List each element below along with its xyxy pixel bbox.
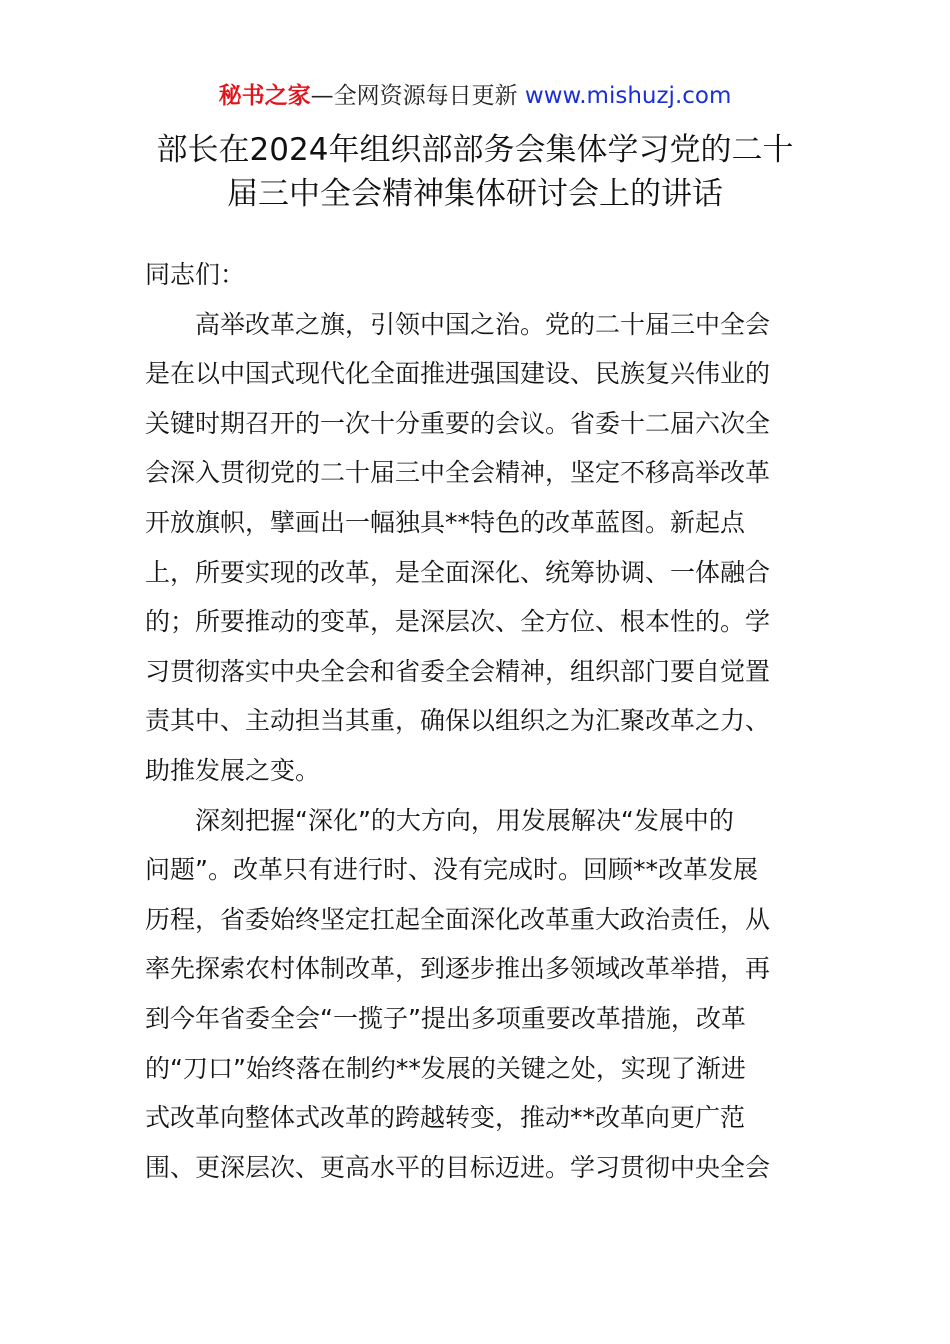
document-body — [145, 250, 815, 1192]
site-url-link[interactable]: www.mishuzj.com — [524, 83, 732, 109]
paragraph-1-line: 关键时期召开的一次十分重要的会议。省委十二届六次全 — [145, 408, 771, 438]
site-header — [0, 80, 950, 112]
paragraph-2-line: 深刻把握“深化”的大方向，用发展解决“发展中的 — [195, 805, 734, 835]
paragraph-2-line: 历程，省委始终坚定扛起全面深化改革重大政治责任，从 — [145, 904, 771, 934]
site-brand: 秘书之家 — [218, 83, 311, 109]
document-title — [100, 128, 850, 216]
paragraph-1-line: 高举改革之旗，引领中国之治。党的二十届三中全会 — [195, 309, 771, 339]
site-tagline: —全网资源每日更新 — [310, 83, 525, 109]
paragraph-1-line: 助推发展之变。 — [145, 755, 321, 785]
paragraph-1-line: 开放旗帜，擘画出一幅独具**特色的改革蓝图。新起点 — [145, 507, 746, 537]
paragraph-1-line: 上，所要实现的改革，是全面深化、统筹协调、一体融合 — [145, 557, 771, 587]
paragraph-2-line: 的“刀口”始终落在制约**发展的关键之处，实现了渐进 — [145, 1053, 746, 1083]
title-line-2: 届三中全会精神集体研讨会上的讲话 — [227, 176, 723, 212]
paragraph-2-line: 围、更深层次、更高水平的目标迈进。学习贯彻中央全会 — [145, 1152, 771, 1182]
salutation: 同志们： — [145, 260, 246, 289]
paragraph-1-line: 的；所要推动的变革，是深层次、全方位、根本性的。学 — [145, 607, 771, 637]
paragraph-2-line: 到今年省委全会“一揽子”提出多项重要改革措施，改革 — [145, 1003, 746, 1033]
title-line-1: 部长在2024年组织部部务会集体学习党的二十 — [156, 132, 794, 168]
paragraph-1-line: 是在以中国式现代化全面推进强国建设、民族复兴伟业的 — [145, 359, 771, 389]
paragraph-1-line: 责其中、主动担当其重，确保以组织之为汇聚改革之力、 — [145, 706, 771, 736]
paragraph-2-line: 率先探索农村体制改革，到逐步推出多领域改革举措，再 — [145, 954, 771, 984]
paragraph-1-line: 会深入贯彻党的二十届三中全会精神，坚定不移高举改革 — [145, 458, 771, 488]
paragraph-2-line: 问题”。改革只有进行时、没有完成时。回顾**改革发展 — [145, 855, 758, 885]
paragraph-1-line: 习贯彻落实中央全会和省委全会精神，组织部门要自觉置 — [145, 656, 771, 686]
paragraph-2-line: 式改革向整体式改革的跨越转变，推动**改革向更广范 — [145, 1103, 746, 1133]
